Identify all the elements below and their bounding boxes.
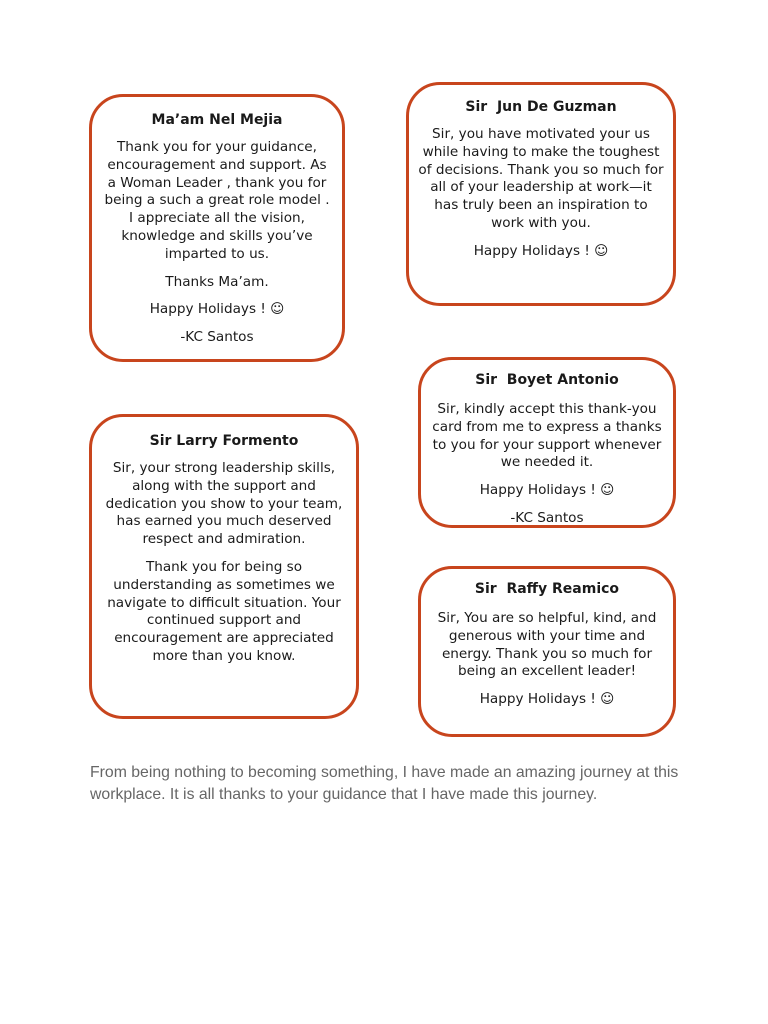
card-greeting: Happy Holidays ! ☺	[473, 242, 609, 259]
card-greeting: Happy Holidays ! ☺	[479, 691, 615, 708]
card-message: Sir, you have motivated your us while having to make the toughest of decisions. Thank you so much for all of your leadership at work—it has truly been an inspiration to work with you.	[418, 126, 664, 231]
card-message: Sir, You are so helpful, kind, and generous with your time and energy. Thank you so much for being an excellent leader!	[437, 610, 657, 680]
card-title: Sir Raffy Reamico	[474, 581, 620, 597]
card-signature: -KC Santos	[510, 509, 584, 526]
card-body	[429, 610, 665, 709]
card-raffy-reamico	[418, 566, 676, 737]
card-title: Sir Boyet Antonio	[475, 372, 619, 388]
card-boyet-antonio	[418, 357, 676, 528]
card-body	[102, 139, 332, 347]
card-greeting: Happy Holidays ! ☺	[479, 482, 615, 499]
card-message: Sir, your strong leadership skills, along with the support and dedication you show to your team, has earned you much deserved respect and admiration.	[105, 460, 343, 548]
card-thanks: Thanks Ma’am.	[165, 273, 269, 290]
card-nel-mejia	[89, 94, 345, 362]
card-greeting: Happy Holidays ! ☺	[149, 301, 285, 318]
card-title: Sir Larry Formento	[149, 433, 299, 449]
card-title: Sir Jun De Guzman	[465, 99, 617, 115]
card-body	[102, 460, 346, 666]
card-body	[417, 126, 665, 261]
card-body	[429, 401, 665, 528]
card-message: Sir, kindly accept this thank-you card from me to express a thanks to you for your support whenever we needed it.	[432, 401, 662, 471]
card-larry-formento	[89, 414, 359, 719]
card-title: Ma’am Nel Mejia	[151, 112, 283, 128]
card-jun-de-guzman	[406, 82, 676, 306]
card-message: Thank you for your guidance, encouragement and support. As a Woman Leader , thank you for being a such a great role model . I appreciate all the vision, knowledge and skills you’ve imparted to us.	[104, 139, 330, 262]
card-message-2: Thank you for being so understanding as sometimes we navigate to difficult situation. Your continued support and encouragement are appreciated more than you know.	[107, 558, 341, 664]
card-signature: -KC Santos	[180, 329, 254, 346]
closing-paragraph: From being nothing to becoming something, I have made an amazing journey at this workplace. It is all thanks to your guidance that I have made this journey.	[90, 764, 679, 803]
